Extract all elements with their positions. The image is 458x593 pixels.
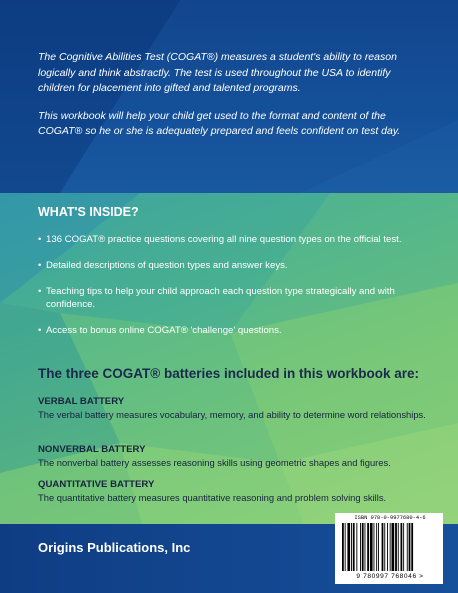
barcode-bar (360, 523, 361, 571)
quantitative-battery-text: The quantitative battery measures quantitative reasoning and problem solving skills. (38, 492, 387, 503)
barcode-bar (403, 523, 404, 571)
isbn-label: ISBN 978-0-9977680-4-6 (354, 515, 426, 521)
barcode-bar (407, 523, 408, 571)
barcode-number: 9 780997 768046 > (356, 573, 424, 580)
list-item: • Detailed descriptions of question types and answer keys. (38, 260, 288, 271)
verbal-battery-text: The verbal battery measures vocabulary, memory, and ability to determine word relationships. (38, 409, 426, 420)
barcode-bar (382, 523, 384, 571)
nonverbal-battery-heading: NONVERBAL BATTERY (38, 444, 146, 455)
batteries-heading: The three COGAT® batteries included in this workbook are: (38, 366, 420, 381)
bullet-icon: • (38, 286, 42, 297)
barcode-bar (392, 523, 395, 571)
list-item: • 136 COGAT® practice questions covering all nine question types on the official test. (38, 234, 402, 245)
quantitative-battery-heading: QUANTITATIVE BATTERY (38, 479, 155, 490)
barcode-bar (374, 523, 375, 571)
barcode-bar (411, 523, 413, 571)
nonverbal-battery-section (38, 443, 438, 469)
barcode-bar (384, 523, 385, 571)
publisher-name: Origins Publications, Inc (38, 540, 191, 555)
barcode-bar (367, 523, 369, 571)
bullet-icon: • (38, 234, 42, 245)
barcode-bar (378, 523, 379, 571)
list-item: • Teaching tips to help your child approach each question type strategically and with confidence. (38, 286, 395, 310)
barcode-bar (356, 523, 357, 571)
intro-paragraph-2: This workbook will help your child get used to the format and content of the COGAT® so he or she is adequately prepared and feels confident on test day. (38, 109, 401, 137)
barcode-bar (362, 523, 364, 571)
bullet-icon: • (38, 325, 42, 336)
bullet-icon: • (38, 260, 42, 271)
barcode-bar (370, 523, 373, 571)
whats-inside-list (38, 233, 433, 350)
barcode-bar (387, 523, 388, 571)
barcode-bar (401, 523, 403, 571)
quantitative-battery-section (38, 478, 438, 504)
barcode-bar (347, 523, 350, 571)
barcode-bar (351, 523, 352, 571)
barcode-bar (365, 523, 366, 571)
verbal-battery-section (38, 395, 438, 421)
barcode-bar (390, 523, 391, 571)
intro-text (38, 50, 423, 152)
intro-paragraph-1: The Cognitive Abilities Test (COGAT®) measures a student's ability to reason logically and think abstractly. The test is used throughout the USA to identify children for placement into gifted and talented programs. (38, 51, 397, 94)
nonverbal-battery-text: The nonverbal battery assesses reasoning skills using geometric shapes and figures. (38, 457, 391, 468)
barcode-bar (395, 523, 397, 571)
whats-inside-heading: WHAT'S INSIDE? (38, 205, 139, 219)
list-item: • Access to bonus online COGAT® 'challenge' questions. (38, 325, 282, 336)
barcode-bar (409, 523, 411, 571)
barcode-icon (340, 523, 440, 573)
barcode-bar (345, 523, 346, 571)
verbal-battery-heading: VERBAL BATTERY (38, 396, 125, 407)
barcode-bar (342, 523, 344, 571)
barcode-bar (398, 523, 399, 571)
barcode-bar (376, 523, 377, 571)
barcode-bar (353, 523, 355, 571)
